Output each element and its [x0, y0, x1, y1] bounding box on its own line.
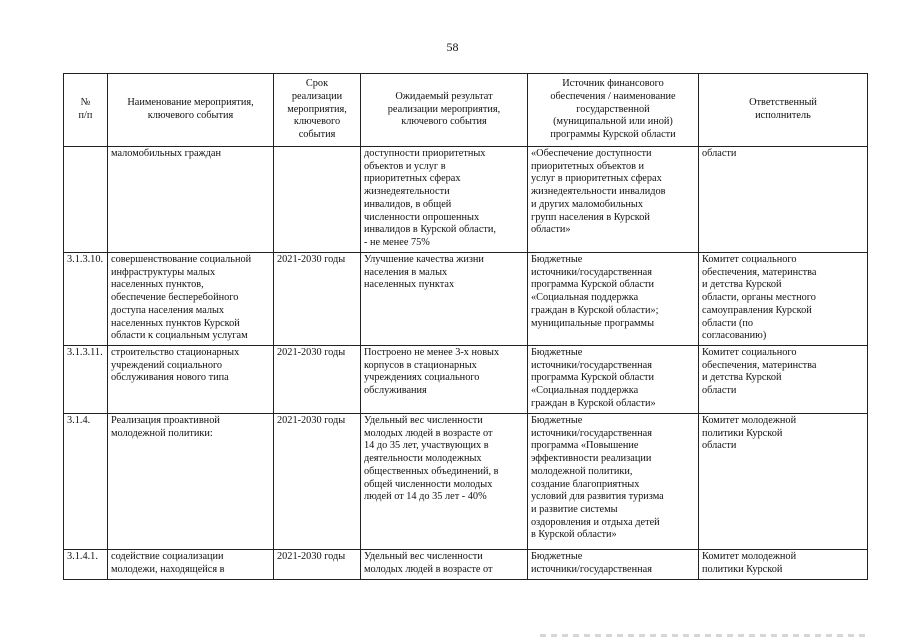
- row-source: «Обеспечение доступности приоритетных объектов и услуг в приоритетных сферах жизнедеятельности инвалидов и других маломобильных групп населения в Курской области»: [528, 147, 699, 253]
- row-executor: Комитет социального обеспечения, материнства и детства Курской области, органы местного самоуправления Курской области (по согласованию): [699, 253, 868, 346]
- row-result: Улучшение качества жизни населения в малых населенных пунктах: [361, 253, 528, 346]
- row-name: совершенствование социальной инфраструктуры малых населенных пунктов, обеспечение бесперебойного доступа населения малых населенных пунктов Курской области к социальным услугам: [108, 253, 274, 346]
- row-source: Бюджетные источники/государственная: [528, 550, 699, 580]
- row-num: 3.1.4.: [64, 414, 108, 550]
- table-row: [64, 253, 868, 346]
- row-name: строительство стационарных учреждений социального обслуживания нового типа: [108, 346, 274, 414]
- scan-artifact: [540, 634, 870, 637]
- row-name: маломобильных граждан: [108, 147, 274, 253]
- row-term: [274, 147, 361, 253]
- row-result: Удельный вес численности молодых людей в возрасте от 14 до 35 лет, участвующих в деятельности молодежных общественных объединений, в общей численности молодых людей от 14 до 35 лет - 40%: [361, 414, 528, 550]
- row-term: 2021-2030 годы: [274, 550, 361, 580]
- table-row: [64, 147, 868, 253]
- table-header-row: [64, 74, 868, 147]
- row-num: 3.1.4.1.: [64, 550, 108, 580]
- header-source: Источник финансового обеспечения / наименование государственной (муниципальной или иной) программы Курской области: [528, 74, 699, 147]
- header-result: Ожидаемый результат реализации мероприятия, ключевого события: [361, 74, 528, 147]
- table-row: [64, 346, 868, 414]
- header-executor: Ответственный исполнитель: [699, 74, 868, 147]
- row-source: Бюджетные источники/государственная программа Курской области «Социальная поддержка граждан в Курской области»; муниципальные программы: [528, 253, 699, 346]
- row-executor: Комитет молодежной политики Курской: [699, 550, 868, 580]
- row-result: Удельный вес численности молодых людей в возрасте от: [361, 550, 528, 580]
- row-num: [64, 147, 108, 253]
- row-result: Построено не менее 3-х новых корпусов в стационарных учреждениях социального обслуживания: [361, 346, 528, 414]
- row-result: доступности приоритетных объектов и услуг в приоритетных сферах жизнедеятельности инвалидов, в общей численности опрошенных инвалидов в Курской области, - не менее 75%: [361, 147, 528, 253]
- row-source: Бюджетные источники/государственная программа «Повышение эффективности реализации молодежной политики, создание благоприятных условий для развития туризма и развитие системы оздоровления и отдыха детей в Курской области»: [528, 414, 699, 550]
- row-num: 3.1.3.10.: [64, 253, 108, 346]
- header-num: № п/п: [64, 74, 108, 147]
- header-name: Наименование мероприятия, ключевого события: [108, 74, 274, 147]
- activities-table: [63, 73, 868, 580]
- table-row: [64, 550, 868, 580]
- row-executor: области: [699, 147, 868, 253]
- table-row: [64, 414, 868, 550]
- row-executor: Комитет молодежной политики Курской области: [699, 414, 868, 550]
- row-term: 2021-2030 годы: [274, 414, 361, 550]
- row-term: 2021-2030 годы: [274, 346, 361, 414]
- row-source: Бюджетные источники/государственная программа Курской области «Социальная поддержка граждан в Курской области»: [528, 346, 699, 414]
- row-num: 3.1.3.11.: [64, 346, 108, 414]
- row-name: Реализация проактивной молодежной политики:: [108, 414, 274, 550]
- page-number: 58: [446, 40, 459, 54]
- row-name: содействие социализации молодежи, находящейся в: [108, 550, 274, 580]
- row-term: 2021-2030 годы: [274, 253, 361, 346]
- header-term: Срок реализации мероприятия, ключевого события: [274, 74, 361, 147]
- row-executor: Комитет социального обеспечения, материнства и детства Курской области: [699, 346, 868, 414]
